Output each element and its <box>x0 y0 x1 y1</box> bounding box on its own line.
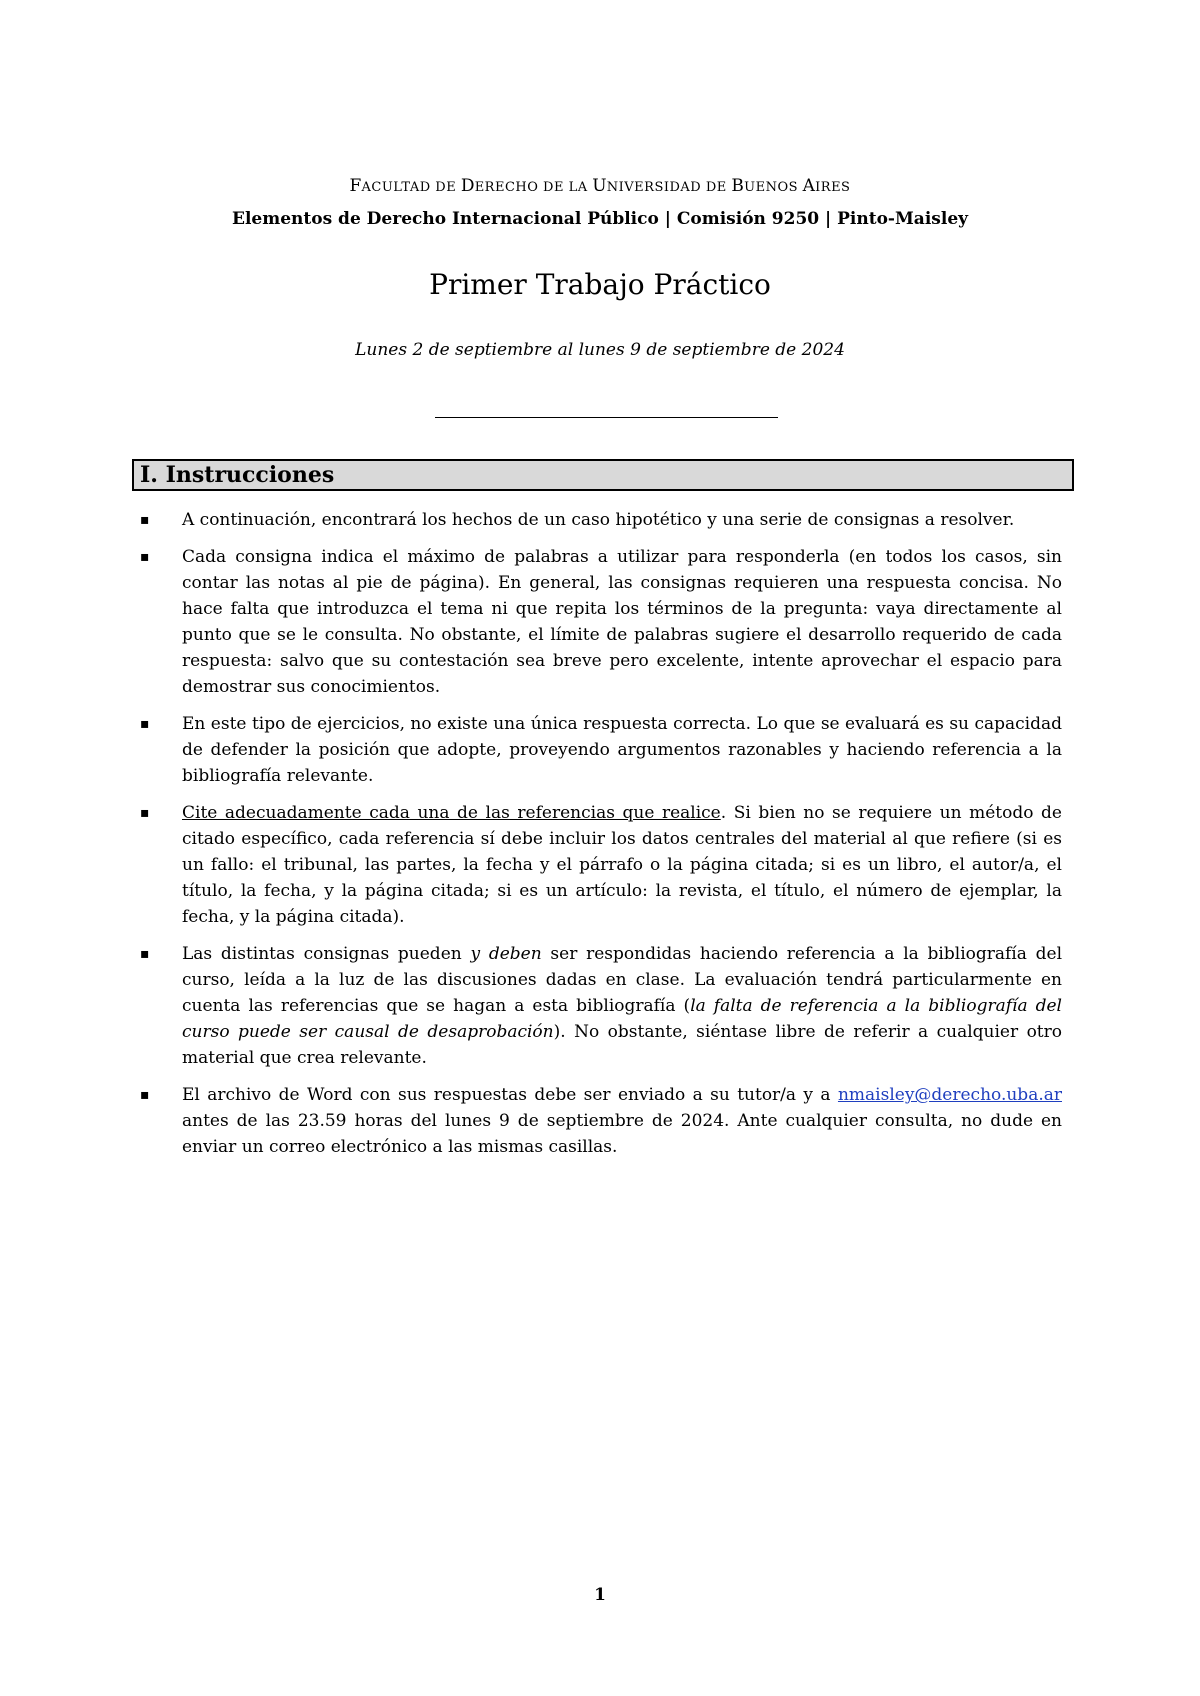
italic-emphasis: y deben <box>470 944 542 964</box>
bullet-icon: ▪ <box>140 946 150 962</box>
divider <box>435 417 778 418</box>
date-range: Lunes 2 de septiembre al lunes 9 de septiembre de 2024 <box>355 340 845 360</box>
bullet-icon: ▪ <box>140 549 150 565</box>
page-number: 1 <box>594 1585 606 1605</box>
underlined-emphasis: Cite adecuadamente cada una de las referencias que realice <box>182 803 721 823</box>
bullet-icon: ▪ <box>140 805 150 821</box>
email-link[interactable]: nmaisley@derecho.uba.ar <box>837 1085 1062 1105</box>
list-item: ▪ En este tipo de ejercicios, no existe una única respuesta correcta. Lo que se evaluará es su capacidad de defender la posición que adopte, proveyendo argumentos razonables y haciendo referencia a la bibliografía relevante. <box>140 711 1062 789</box>
list-item: ▪ Cada consigna indica el máximo de palabras a utilizar para responderla (en todos los casos, sin contar las notas al pie de página). En general, las consignas requieren una respuesta concisa. No hace falta que introduzca el tema ni que repita los términos de la pregunta: vaya directamente al punto que se le consulta. No obstante, el límite de palabras sugiere el desarrollo requerido de cada respuesta: salvo que su contestación sea breve pero excelente, intente aprovechar el espacio para demostrar sus conocimientos. <box>140 544 1062 700</box>
list-item: ▪ Cite adecuadamente cada una de las referencias que realice. Si bien no se requiere un método de citado específico, cada referencia sí debe incluir los datos centrales del material al que refiere (si es un fallo: el tribunal, las partes, la fecha y el párrafo o la página citada; si es un libro, el autor/a, el título, la fecha, y la página citada; si es un artículo: la revista, el título, el número de ejemplar, la fecha, y la página citada). <box>140 800 1062 930</box>
list-item: ▪ El archivo de Word con sus respuestas debe ser enviado a su tutor/a y a nmaisley@derecho.uba.ar antes de las 23.59 horas del lunes 9 de septiembre de 2024. Ante cualquier consulta, no dude en enviar un correo electrónico a las mismas casillas. <box>140 1082 1062 1160</box>
instructions-list <box>140 507 1062 1171</box>
bullet-icon: ▪ <box>140 716 150 732</box>
list-item: ▪ Las distintas consignas pueden y deben ser respondidas haciendo referencia a la bibliografía del curso, leída a la luz de las discusiones dadas en clase. La evaluación tendrá particularmente en cuenta las referencias que se hagan a esta bibliografía (la falta de referencia a la bibliografía del curso puede ser causal de desaprobación). No obstante, siéntase libre de referir a cualquier otro material que crea relevante. <box>140 941 1062 1071</box>
bullet-icon: ▪ <box>140 1087 150 1103</box>
document-title: Primer Trabajo Práctico <box>429 268 771 301</box>
list-item: ▪ A continuación, encontrará los hechos de un caso hipotético y una serie de consignas a resolver. <box>140 507 1062 533</box>
university-name: FACULTAD DE DERECHO DE LA UNIVERSIDAD DE BUENOS AIRES <box>349 176 851 196</box>
course-name: Elementos de Derecho Internacional Público | Comisión 9250 | Pinto-Maisley <box>231 209 969 229</box>
italic-emphasis: la falta de referencia a la bibliografía del curso puede ser causal de desaprobación <box>182 996 1062 1042</box>
section-heading-box <box>132 459 1074 491</box>
section-heading: I. Instrucciones <box>140 462 335 488</box>
bullet-icon: ▪ <box>140 512 150 528</box>
